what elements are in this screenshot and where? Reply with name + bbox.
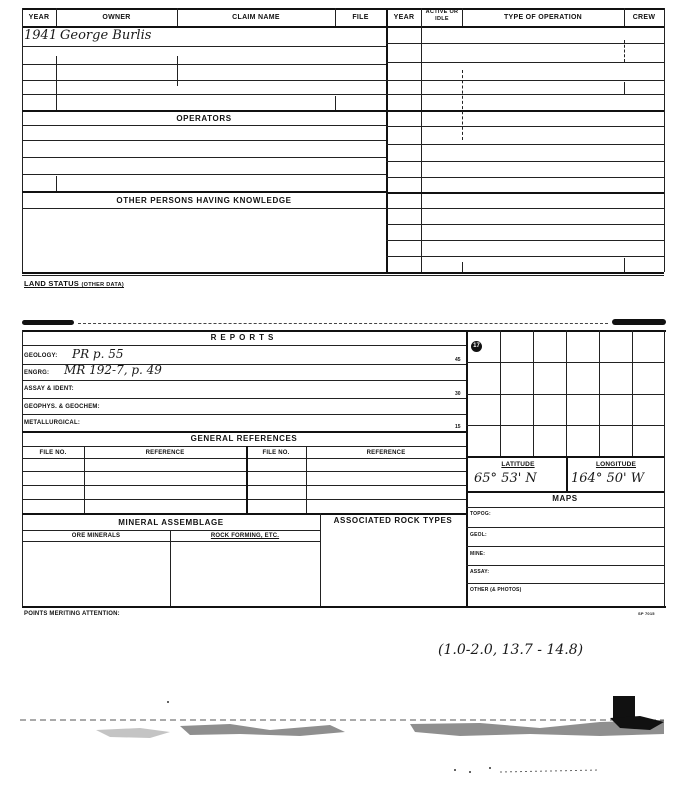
top-table-bottom-border-2: [22, 275, 664, 276]
maps-mine: MINE:: [470, 551, 486, 557]
grid-col: [500, 330, 501, 456]
metallurgical-label: METALLURGICAL:: [24, 420, 81, 426]
grid-row: [466, 394, 664, 395]
header-year-2: YEAR: [393, 14, 415, 21]
row-line-right: [386, 208, 664, 209]
header-owner: OWNER: [102, 14, 131, 21]
num-30: 30: [455, 391, 461, 397]
col-sep-year2: [421, 8, 422, 272]
latitude-label: LATITUDE: [501, 461, 535, 468]
top-dash: [78, 323, 608, 324]
grid-row: [466, 456, 664, 458]
general-references-title: GENERAL REFERENCES: [190, 434, 298, 443]
ore-minerals-label: ORE MINERALS: [71, 533, 121, 539]
grid-row: [466, 362, 664, 363]
header-file: FILE: [352, 14, 369, 21]
row-line: [22, 157, 386, 158]
top-border: [22, 8, 664, 10]
row-line-right: [386, 161, 664, 162]
grid-row: [466, 425, 664, 426]
scan-dot: [469, 771, 471, 773]
row-line: [22, 125, 386, 126]
reports-bottom-border: [22, 606, 666, 608]
mineral-assemblage-title: MINERAL ASSEMBLAGE: [118, 518, 224, 527]
row-line: [466, 583, 664, 584]
row-line-right: [386, 177, 664, 178]
header-year: YEAR: [28, 14, 50, 21]
reports-right-edge: [664, 330, 665, 606]
assay-label: ASSAY & IDENT:: [24, 386, 74, 392]
row-line: [466, 565, 664, 566]
scan-streak: [96, 728, 170, 738]
engrg-label: ENGRG:: [24, 370, 50, 376]
scan-streak: [500, 770, 600, 772]
row-line-right: [386, 43, 664, 44]
land-status-label: [24, 279, 124, 288]
row-line-right: [386, 256, 664, 257]
reports-left-edge: [22, 330, 23, 606]
row-line-right: [386, 80, 664, 81]
land-status-note: (OTHER DATA): [81, 282, 124, 288]
row-line: [22, 94, 386, 95]
handwritten-range-note: (1.0-2.0, 13.7 - 14.8): [438, 642, 584, 658]
grid-col: [566, 330, 567, 456]
row-line: [22, 530, 320, 531]
row-line: [22, 458, 466, 459]
col-reference-2: REFERENCE: [366, 450, 406, 456]
col-frag: [462, 262, 463, 272]
location-circle-marker: 17: [471, 341, 482, 352]
row-line-right: [386, 126, 664, 127]
row-line-right: [386, 94, 664, 95]
col-right-edge: [664, 8, 665, 272]
top-table-bottom-border: [22, 272, 664, 274]
row-line: [22, 46, 386, 47]
points-meriting-attention-label: POINTS MERITING ATTENTION:: [24, 611, 120, 617]
maps-assay: ASSAY:: [470, 569, 490, 575]
row-line: [22, 471, 466, 472]
col-reference: REFERENCE: [145, 450, 185, 456]
scan-smudge: [612, 319, 666, 325]
maps-geol: GEOL:: [470, 532, 487, 538]
row-line-right: [386, 224, 664, 225]
col-frag: [624, 40, 625, 62]
num-45: 45: [455, 357, 461, 363]
col-file-no-2: FILE NO.: [262, 450, 290, 456]
grid-col: [533, 330, 534, 456]
form-number: SP 7015: [638, 611, 655, 616]
row-line-right: [386, 192, 664, 194]
row-line: [22, 174, 386, 175]
scan-streak: [180, 724, 345, 736]
col-sep: [246, 446, 248, 513]
longitude-value: 164° 50' W: [571, 471, 645, 486]
row-line-right: [386, 144, 664, 145]
header-crew: CREW: [632, 14, 656, 21]
maps-topog: TOPOG:: [470, 511, 491, 517]
reports-top-border: [22, 330, 666, 332]
geology-label: GEOLOGY:: [24, 353, 58, 359]
col-sep-file: [386, 8, 388, 272]
row-line: [22, 485, 466, 486]
row-line: [22, 140, 386, 141]
row-line: [22, 110, 386, 112]
row-line: [22, 345, 466, 346]
row-line: [466, 527, 664, 528]
reports-title: REPORTS: [210, 333, 278, 342]
operators-label: OPERATORS: [176, 114, 232, 123]
row-line: [22, 446, 466, 447]
latitude-value: 65° 53' N: [474, 471, 537, 486]
row-line: [22, 414, 466, 415]
row-line: [22, 513, 466, 515]
row-line: [466, 507, 664, 508]
row-line: [22, 191, 386, 193]
col-sep: [320, 513, 321, 606]
associated-rock-types-title: ASSOCIATED ROCK TYPES: [333, 516, 453, 525]
col-file-no: FILE NO.: [39, 450, 67, 456]
row-line: [22, 380, 466, 381]
handwritten-owner: George Burlis: [60, 28, 152, 43]
grid-col: [632, 330, 633, 456]
lat-long-divider: [566, 458, 568, 492]
grid-col: [599, 330, 600, 456]
row-line: [22, 80, 386, 81]
row-line: [22, 541, 320, 542]
maps-title: MAPS: [552, 494, 578, 503]
scan-smudge: [22, 320, 74, 325]
geophys-label: GEOPHYS. & GEOCHEM:: [24, 404, 100, 410]
longitude-label: LONGITUDE: [595, 461, 637, 468]
col-sep: [84, 446, 85, 513]
maps-other: OTHER (& PHOTOS): [470, 587, 522, 593]
scan-dark-patch: [613, 696, 635, 718]
rock-forming-label: ROCK FORMING, ETC.: [210, 533, 280, 539]
geology-value: PR p. 55: [72, 347, 124, 361]
col-frag: [462, 70, 463, 140]
handwritten-year: 1941: [24, 28, 58, 43]
header-active-or-idle: ACTIVE OR IDLE: [425, 9, 459, 22]
scan-noise: [0, 690, 678, 790]
row-line: [466, 546, 664, 547]
col-frag: [56, 176, 57, 191]
row-line: [22, 431, 466, 433]
header-type-of-operation: TYPE OF OPERATION: [503, 14, 583, 21]
engrg-value: MR 192-7, p. 49: [64, 363, 162, 377]
scan-dot: [454, 769, 456, 771]
row-line: [22, 398, 466, 399]
row-line-right: [386, 240, 664, 241]
row-line-right: [386, 62, 664, 63]
header-claim-name: CLAIM NAME: [232, 14, 280, 21]
col-frag: [56, 56, 57, 110]
other-persons-label: OTHER PERSONS HAVING KNOWLEDGE: [116, 196, 292, 205]
row-line: [22, 499, 466, 500]
scan-dot: [489, 767, 491, 769]
land-status-title: LAND STATUS: [24, 279, 80, 288]
col-frag: [624, 258, 625, 272]
col-sep: [306, 446, 307, 513]
row-line: [22, 64, 386, 65]
col-frag: [177, 56, 178, 86]
row-line: [466, 491, 664, 493]
row-line: [22, 208, 386, 209]
row-line-right: [386, 110, 664, 112]
col-sep: [170, 530, 171, 606]
col-frag: [335, 96, 336, 110]
num-15: 15: [455, 424, 461, 430]
col-frag: [624, 82, 625, 94]
scan-dot: [167, 701, 169, 703]
